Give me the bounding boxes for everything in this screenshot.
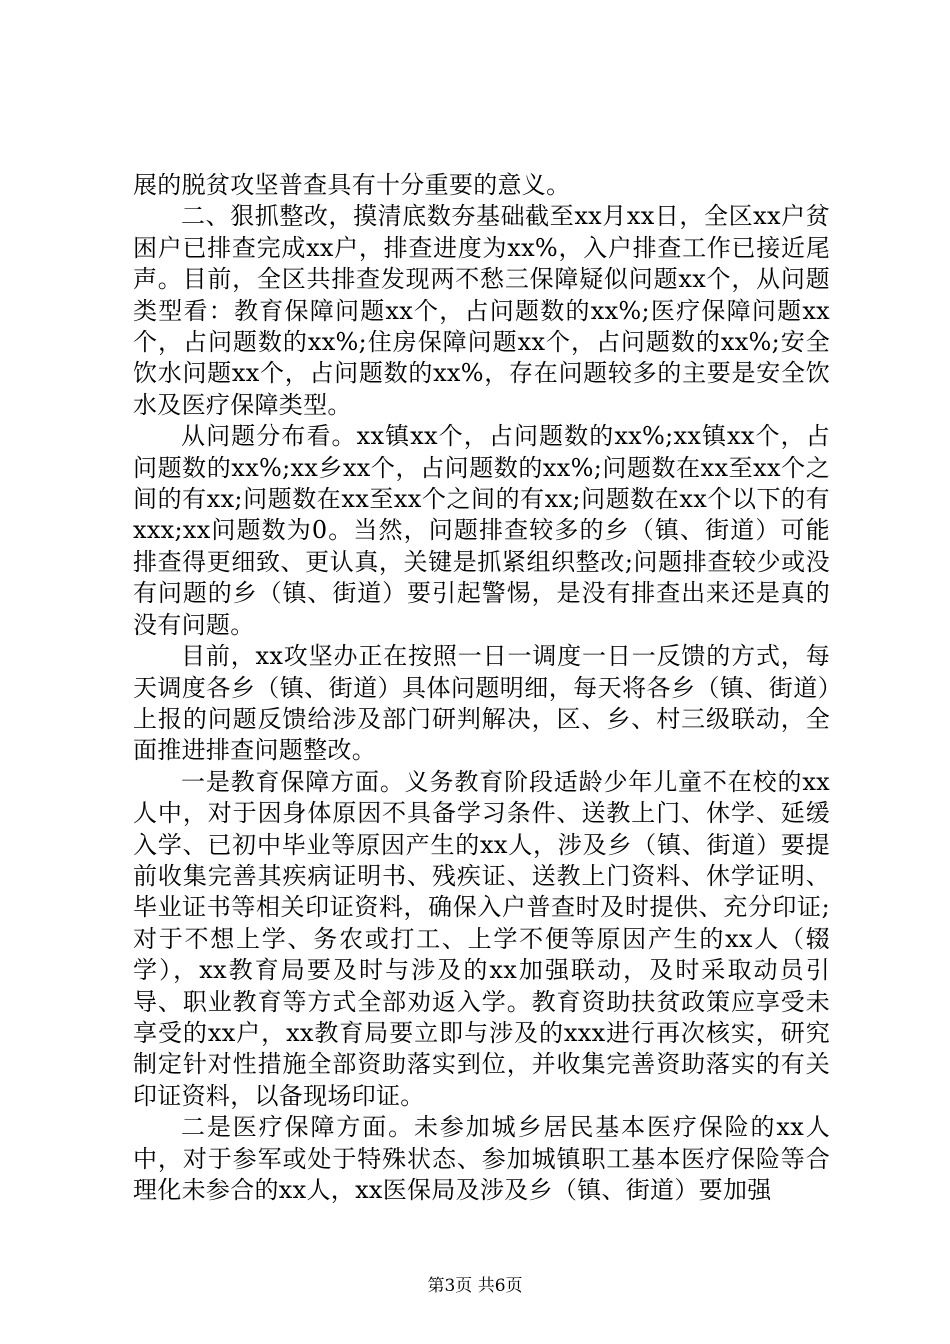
paragraph-medical: 二是医疗保障方面。未参加城乡居民基本医疗保险的xx人中，对于参军或处于特殊状态、参加城镇职工基本医疗保险等合理化未参合的xx人，xx医保局及涉及乡（镇、街道）要加强 xyxy=(133,1113,830,1204)
paragraph-distribution: 从问题分布看。xx镇xx个，占问题数的xx%;xx镇xx个，占问题数的xx%;xx乡xx个，占问题数的xx%;问题数在xx至xx个之间的有xx;问题数在xx至xx个之间的有xx;问题数在xx个以下的有xxx;xx问题数为0。当然，问题排查较多的乡（镇、街道）可能排查得更细致、更认真，关键是抓紧组织整改;问题排查较少或没有问题的乡（镇、街道）要引起警惕，是没有排查出来还是真的没有问题。 xyxy=(133,422,830,639)
paragraph-education: 一是教育保障方面。义务教育阶段适龄少年儿童不在校的xx人中，对于因身体原因不具备学习条件、送教上门、休学、延缓入学、已初中毕业等原因产生的xx人，涉及乡（镇、街道）要提前收集完善其疾病证明书、残疾证、送教上门资料、休学证明、毕业证书等相关印证资料，确保入户普查时及时提供、充分印证;对于不想上学、务农或打工、上学不便等原因产生的xx人（辍学），xx教育局要及时与涉及的xx加强联动，及时采取动员引导、职业教育等方式全部劝返入学。教育资助扶贫政策应享受未享受的xx户，xx教育局要立即与涉及的xxx进行再次核实，研究制定针对性措施全部资助落实到位，并收集完善资助落实的有关印证资料，以备现场印证。 xyxy=(133,767,830,1110)
document-body xyxy=(133,170,830,1206)
paragraph-rectification: 二、狠抓整改，摸清底数夯基础截至xx月xx日，全区xx户贫困户已排查完成xx户，排查进度为xx%，入户排查工作已接近尾声。目前，全区共排查发现两不愁三保障疑似问题xx个，从问题类型看：教育保障问题xx个，占问题数的xx%;医疗保障问题xx个，占问题数的xx%;住房保障问题xx个，占问题数的xx%;安全饮水问题xx个，占问题数的xx%，存在问题较多的主要是安全饮水及医疗保障类型。 xyxy=(133,202,830,419)
paragraph-current-work: 目前，xx攻坚办正在按照一日一调度一日一反馈的方式，每天调度各乡（镇、街道）具体问题明细，每天将各乡（镇、街道）上报的问题反馈给涉及部门研判解决，区、乡、村三级联动，全面推进排查问题整改。 xyxy=(133,642,830,765)
page-number-footer: 第3页 共6页 xyxy=(427,1276,523,1296)
paragraph-continuation: 展的脱贫攻坚普查具有十分重要的意义。 xyxy=(133,171,571,199)
